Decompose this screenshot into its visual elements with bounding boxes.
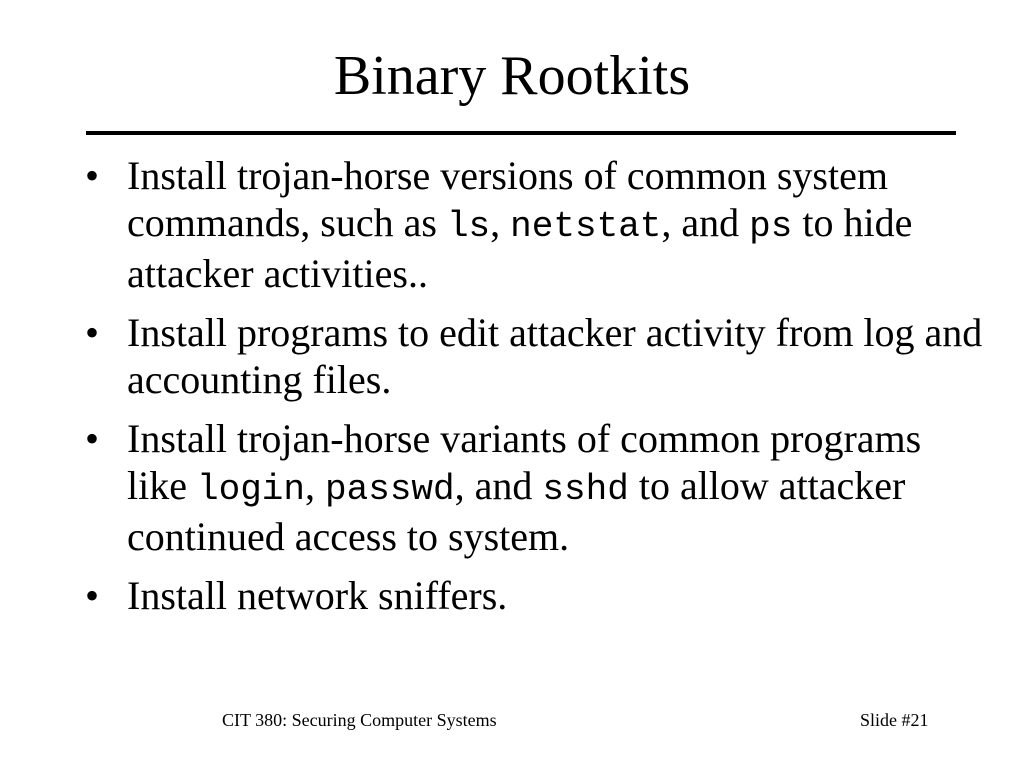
footer-slide-number: Slide #21 bbox=[860, 710, 929, 730]
title-divider bbox=[86, 131, 956, 135]
bullet-text: to allow attacker continued access to system. bbox=[127, 463, 906, 559]
bullet-text: , and bbox=[454, 463, 543, 508]
bullet-text: , and bbox=[661, 200, 750, 245]
bullet-marker: • bbox=[85, 153, 100, 198]
bullet-item bbox=[85, 152, 985, 297]
bullet-item bbox=[85, 309, 985, 403]
command-name: ps bbox=[749, 206, 793, 247]
bullet-item bbox=[85, 572, 985, 619]
command-name: netstat bbox=[510, 206, 662, 247]
bullet-text: Install programs to edit attacker activity from log and accounting files. bbox=[127, 310, 983, 402]
bullet-marker: • bbox=[85, 416, 100, 461]
bullet-text: Install network sniffers. bbox=[127, 573, 508, 618]
bullet-marker: • bbox=[85, 573, 100, 618]
command-name: passwd bbox=[325, 469, 455, 510]
bullet-list bbox=[85, 152, 985, 631]
bullet-text: , bbox=[490, 200, 511, 245]
footer-course: CIT 380: Securing Computer Systems bbox=[222, 710, 497, 730]
bullet-marker: • bbox=[85, 310, 100, 355]
bullet-item bbox=[85, 415, 985, 560]
command-name: sshd bbox=[542, 469, 629, 510]
bullet-text: , bbox=[305, 463, 326, 508]
bullet-text: to hide attacker activities.. bbox=[127, 200, 913, 296]
bullet-text: Install trojan-horse variants of common programs like bbox=[127, 416, 922, 508]
command-name: ls bbox=[446, 206, 491, 247]
bullet-text: Install trojan-horse versions of common system commands, such as bbox=[127, 153, 888, 245]
command-name: login bbox=[196, 469, 306, 510]
slide-title: Binary Rootkits bbox=[333, 45, 691, 107]
